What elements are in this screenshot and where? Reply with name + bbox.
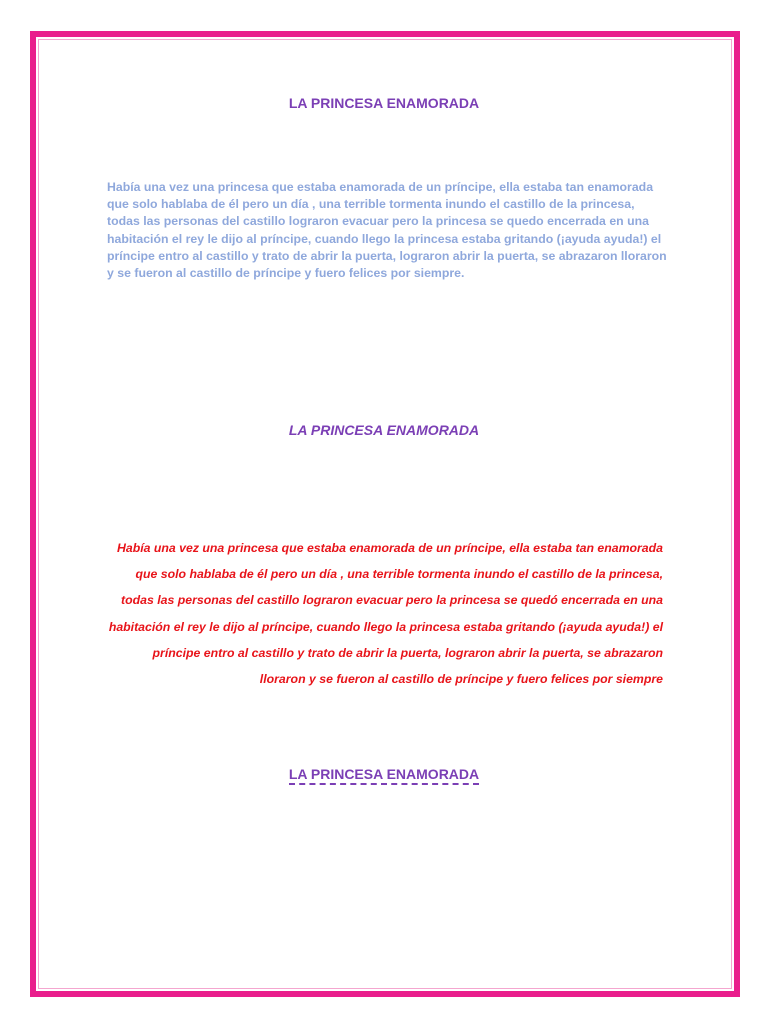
section-2-title: LA PRINCESA ENAMORADA xyxy=(288,422,480,438)
section-2-paragraph: Había una vez una princesa que estaba enamorada de un príncipe, ella estaba tan enamorada que solo hablaba de él pero un día , una terrible tormenta inundo el castillo de la princesa, todas las personas del castillo lograron evacuar pero la princesa se quedó encerrada en una habitación el rey le dijo al príncipe, cuando llego la princesa estaba gritando (¡ayuda ayuda!) el príncipe entro al castillo y trato de abrir la puerta, lograron abrir la puerta, se abrazaron lloraron y se fueron al castillo de príncipe y fuero felices por siempre xyxy=(108,541,663,687)
section-1-title: LA PRINCESA ENAMORADA xyxy=(288,95,480,111)
section-1-paragraph: Había una vez una princesa que estaba enamorada de un príncipe, ella estaba tan enamorada que solo hablaba de él pero un día , una terrible tormenta inundo el castillo de la princesa, todas las personas del castillo lograron evacuar pero la princesa se quedo encerrada en una habitación el rey le dijo al príncipe, cuando llego la princesa estaba gritando (¡ayuda ayuda!) el príncipe entro al castillo y trato de abrir la puerta, lograron abrir la puerta, se abrazaron lloraron y se fueron al castillo de príncipe y fuero felices por siempre. xyxy=(107,180,667,281)
page-border xyxy=(30,31,740,997)
section-3-title-wrapper xyxy=(0,766,768,782)
section-3-title: LA PRINCESA ENAMORADA xyxy=(289,766,479,785)
